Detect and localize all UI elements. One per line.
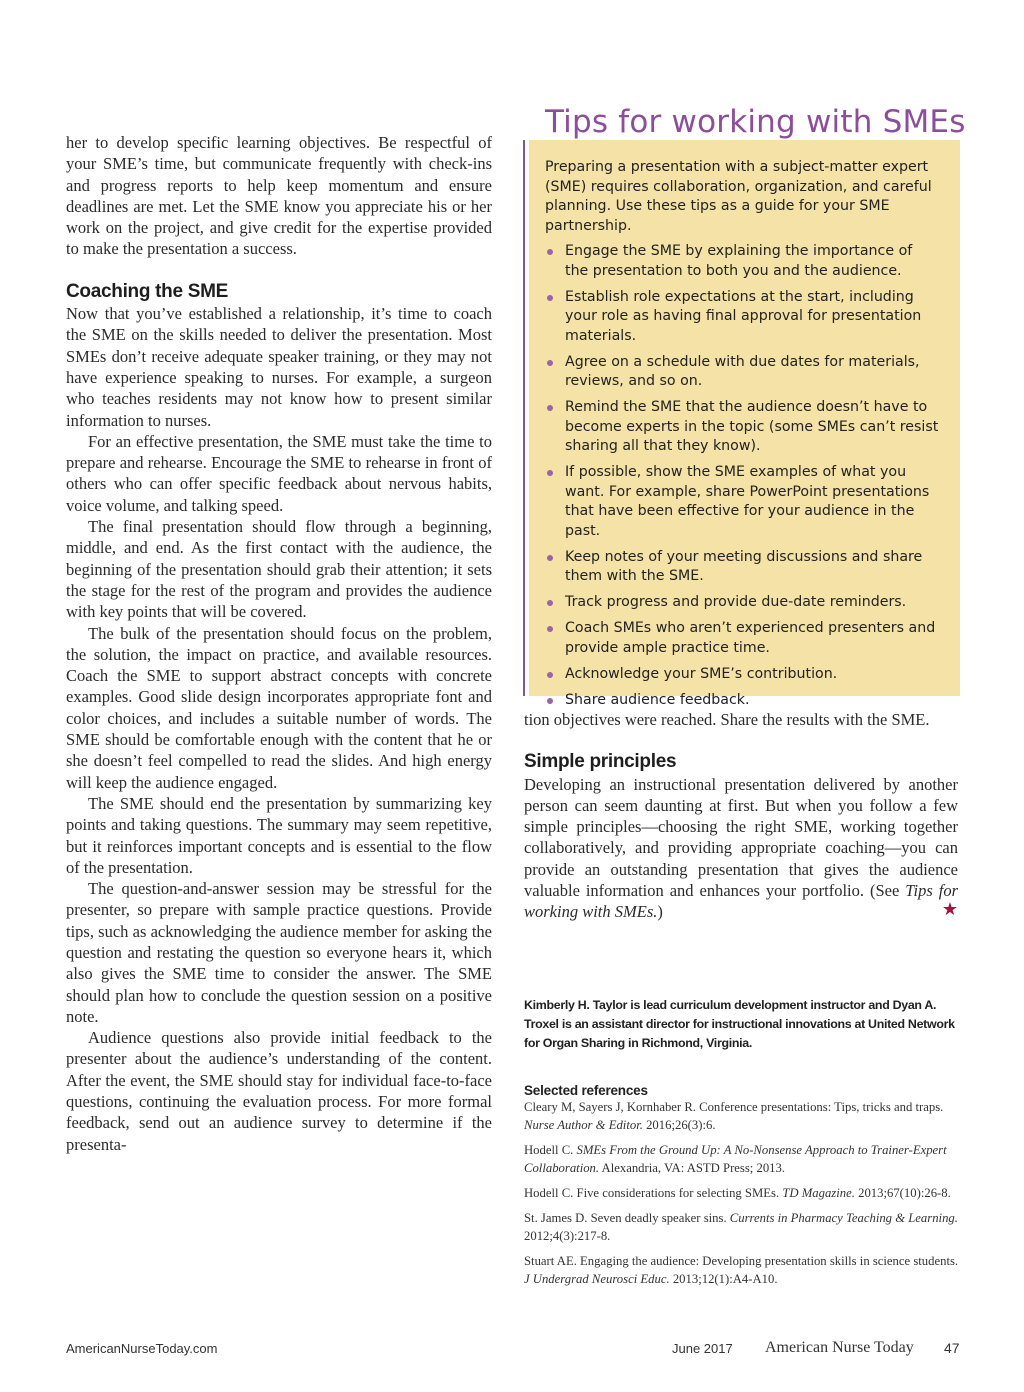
body-paragraph: The question-and-answer session may be stressful for the presenter, so prepare with sample practice questions. Provide tips, such as acknowledging the audience member for asking the question and restating the question so everyone hears it, which also gives the SME time to consider the answer. The SME should plan how to conclude the question session on a positive note.: [66, 879, 492, 1026]
tip-item: [545, 242, 940, 281]
bullet-icon: [547, 555, 553, 561]
tips-sidebar: [529, 140, 960, 708]
tip-text: Remind the SME that the audience doesn’t have to become experts in the topic (some SMEs can’t resist sharing all that they know).: [565, 399, 939, 454]
bullet-icon: [547, 470, 553, 476]
principles-paragraph: [524, 774, 958, 923]
star-icon: ★: [941, 899, 958, 920]
tip-text: Track progress and provide due-date reminders.: [565, 594, 907, 610]
principles-heading: Simple principles: [524, 751, 677, 773]
tip-text: Keep notes of your meeting discussions and share them with the SME.: [565, 548, 923, 584]
reference-item: St. James D. Seven deadly speaker sins. Currents in Pharmacy Teaching & Learning. 2012;4(3):217-8.: [524, 1211, 958, 1243]
tip-item: [545, 398, 940, 457]
reference-item: Stuart AE. Engaging the audience: Developing presentation skills in science students. J Undergrad Neurosci Educ. 2013;12(1):A4-A10.: [524, 1254, 959, 1286]
reference-item: Hodell C. SMEs From the Ground Up: A No-Nonsense Approach to Trainer-Expert Collaboration. Alexandria, VA: ASTD Press; 2013.: [524, 1143, 947, 1175]
body-paragraph: Audience questions also provide initial feedback to the presenter about the audience’s understanding of the content. After the event, the SME should stay for individual face-to-face questions, continuing the evaluation process. For more formal feedback, send out an audience survey to determine if the presenta-: [66, 1028, 492, 1154]
footer-date: June 2017: [672, 1341, 733, 1356]
body-paragraph: The final presentation should flow through a beginning, middle, and end. As the first contact with the audience, the beginning of the presentation should grab their attention; it sets the stage for the rest of the program and provides the audience with key points that will be covered.: [66, 517, 492, 622]
tip-item: [545, 288, 940, 347]
tip-text: If possible, show the SME examples of what you want. For example, share PowerPoint presentations that have been effective for your audience in the past.: [565, 464, 930, 539]
tip-item: [545, 665, 940, 685]
bullet-icon: [547, 698, 553, 704]
right-column: [524, 709, 958, 923]
tip-text: Share audience feedback.: [565, 691, 750, 708]
body-paragraph: Now that you’ve established a relationship, it’s time to coach the SME on the skills needed to deliver the presentation. Most SMEs don’t receive adequate speaker training, or they may not have experience speaking to nurses. For example, a surgeon who teaches residents may not know how to present similar information to nurses.: [66, 304, 492, 430]
author-bio: Kimberly H. Taylor is lead curriculum development instructor and Dyan A. Troxel is an assistant director for instructional innovations at United Network for Organ Sharing in Richmond, Virginia.: [524, 998, 955, 1051]
sidebar-intro: Preparing a presentation with a subject-matter expert (SME) requires collaboration, organization, and careful planning. Use these tips as a guide for your SME partnership.: [545, 159, 932, 234]
bullet-icon: [547, 672, 553, 678]
intro-paragraph: her to develop specific learning objectives. Be respectful of your SME’s time, but communicate frequently with check-ins and progress reports to help keep momentum and ensure deadlines are met. Let the SME know you appreciate his or her work on the project, and give credit for the expertise provided to make the presentation a success.: [66, 133, 492, 259]
bullet-icon: [547, 600, 553, 606]
tip-text: Agree on a schedule with due dates for materials, reviews, and so on.: [565, 353, 920, 389]
principles-text: Developing an instructional presentation delivered by another person can seem daunting at first. But when you follow a few simple principles—choosing the right SME, working together collaboratively, and providing appropriate coaching—you can provide an outstanding presentation that gives the audience valuable information and enhances your portfolio. (See: [524, 774, 958, 901]
bullet-icon: [547, 405, 553, 411]
reference-item: Cleary M, Sayers J, Kornhaber R. Conference presentations: Tips, tricks and traps. Nurse Author & Editor. 2016;26(3):6.: [524, 1100, 944, 1132]
tip-text: Establish role expectations at the start, including your role as having final approval for presentation materials.: [565, 288, 922, 344]
tip-item: [545, 691, 940, 711]
page-number: 47: [944, 1340, 960, 1356]
body-paragraph: The SME should end the presentation by summarizing key points and taking questions. The summary may seem repetitive, but it reinforces important concepts and is essential to the flow of the presentation.: [66, 793, 492, 877]
continuation-paragraph: tion objectives were reached. Share the results with the SME.: [524, 710, 930, 729]
left-column: [66, 132, 492, 1155]
principles-end: ): [657, 902, 663, 922]
bullet-icon: [547, 249, 553, 255]
tip-item: [545, 548, 940, 587]
tip-item: [545, 463, 940, 541]
coaching-heading: Coaching the SME: [66, 280, 228, 302]
footer-magazine: American Nurse Today: [765, 1339, 914, 1356]
sidebar-title: Tips for working with SMEs: [545, 104, 966, 140]
tip-text: Engage the SME by explaining the importance of the presentation to both you and the audience.: [565, 243, 913, 279]
bullet-icon: [547, 626, 553, 632]
tip-item: [545, 619, 940, 658]
tip-text: Acknowledge your SME’s contribution.: [565, 665, 838, 682]
references: [524, 1082, 960, 1296]
bullet-icon: [547, 360, 553, 366]
tip-text: Coach SMEs who aren’t experienced presenters and provide ample practice time.: [565, 620, 936, 656]
tip-item: [545, 353, 940, 392]
bullet-icon: [547, 295, 553, 301]
reference-item: Hodell C. Five considerations for selecting SMEs. TD Magazine. 2013;67(10):26-8.: [524, 1186, 951, 1201]
tips-list: [545, 242, 940, 710]
sidebar-reference: Tips for working with SMEs.: [524, 881, 958, 922]
sidebar-rule: [523, 140, 525, 696]
body-paragraph: The bulk of the presentation should focus on the problem, the solution, the impact on practice, and available resources. Coach the SME to support abstract concepts with concrete examples. Good slide design incorporates appropriate font and color choices, and includes a suitable number of words. The SME should be comfortable enough with the content that he or she doesn’t feel compelled to read the slides. And high energy will keep the audience engaged.: [66, 623, 492, 792]
body-paragraph: For an effective presentation, the SME must take the time to prepare and rehearse. Encourage the SME to rehearse in front of others who can offer specific feedback about nervous habits, voice volume, and talking speed.: [66, 431, 492, 515]
tip-item: [545, 593, 940, 613]
footer-website: AmericanNurseToday.com: [66, 1341, 218, 1356]
references-heading: Selected references: [524, 1083, 648, 1098]
